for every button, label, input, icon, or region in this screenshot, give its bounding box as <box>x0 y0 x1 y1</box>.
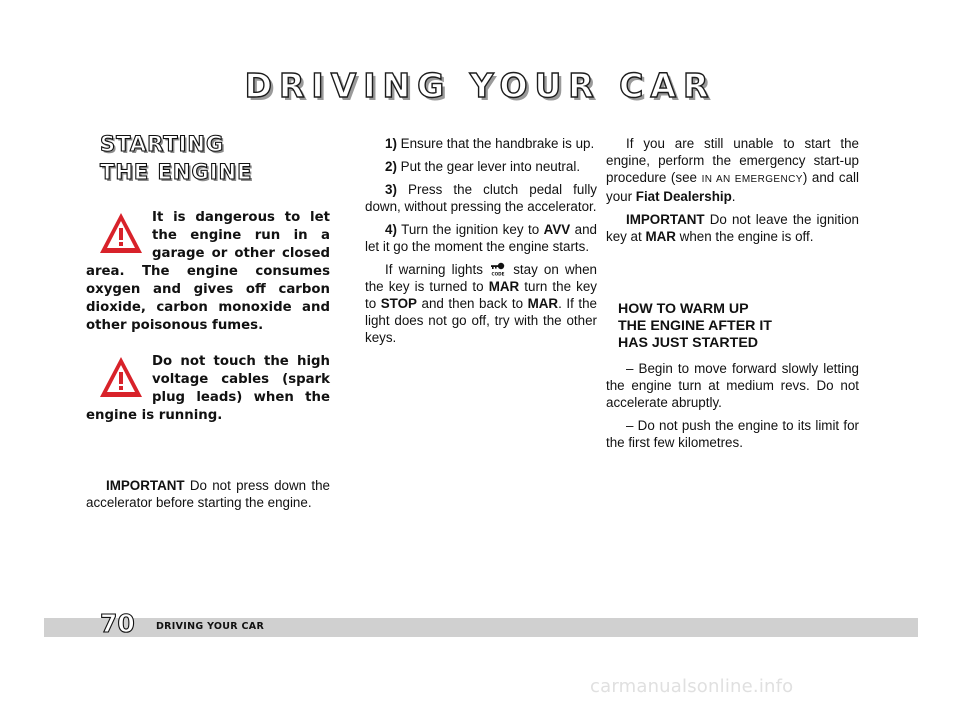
section-title-line-1: STARTING <box>100 132 225 156</box>
step-number: 3) <box>385 182 397 197</box>
section-title-line-2: THE ENGINE <box>100 160 253 184</box>
text-segment: If warning lights <box>385 262 490 277</box>
dealership-name: Fiat Dealership <box>635 189 732 204</box>
text-segment: ) and call your <box>606 170 859 204</box>
code-key-icon <box>489 262 507 276</box>
important-note-key <box>606 211 859 245</box>
emergency-paragraph <box>606 135 859 205</box>
step-text: Ensure that the handbrake is up. <box>396 136 595 151</box>
code-icon-label: CODE <box>491 271 505 276</box>
important-text: Do not press down the accelerator before starting the engine. <box>86 478 330 510</box>
watermark: carmanualsonline.info <box>590 676 794 697</box>
warmup-heading <box>618 301 859 352</box>
section-title <box>100 130 252 186</box>
footer-title: DRIVING YOUR CAR <box>156 621 265 632</box>
text-segment: . If the light does not go off, try with the other keys. <box>365 296 598 345</box>
key-position-stop: STOP <box>380 296 417 311</box>
important-label: IMPORTANT <box>106 478 185 493</box>
important-note-accelerator <box>86 477 330 517</box>
warmup-item-2: – Do not push the engine to its limit for the first few kilometres. <box>606 418 859 450</box>
warmup-heading-line-1: HOW TO WARM UP <box>618 301 749 317</box>
text-segment: . <box>731 189 736 204</box>
page-header: DRIVING YOUR CAR <box>244 66 716 105</box>
step-2 <box>365 158 597 175</box>
warning-lights-paragraph <box>365 261 597 346</box>
warning-text-cables: Do not touch the high voltage cables (spark plug leads) when the engine is running. <box>86 354 330 423</box>
warning-text-fumes: It is dangerous to let the engine run in a garage or other closed area. The engine consumes oxygen and gives off carbon dioxide, carbon monoxide and other poisonous fumes. <box>86 210 330 333</box>
text-segment: when the engine is off. <box>675 229 814 244</box>
cross-reference: IN AN EMERGENCY <box>701 174 803 185</box>
step-text: and let it go the moment the engine starts. <box>365 222 598 254</box>
warning-box-cables <box>86 353 330 425</box>
key-position-avv: AVV <box>543 222 571 237</box>
step-text: Press the clutch pedal fully down, without pressing the accelerator. <box>365 182 597 214</box>
step-text: Put the gear lever into neutral. <box>396 159 581 174</box>
step-1 <box>365 135 597 152</box>
text-segment: stay on when the key is turned to <box>365 262 597 294</box>
key-position-mar: MAR <box>645 229 676 244</box>
step-4 <box>365 221 597 255</box>
warmup-heading-line-2: THE ENGINE AFTER IT <box>618 318 772 334</box>
key-position-mar: MAR <box>527 296 559 311</box>
steps-column <box>365 135 597 352</box>
warning-triangle-icon <box>98 211 144 255</box>
text-segment: and then back to <box>416 296 528 311</box>
step-number: 4) <box>385 222 397 237</box>
warning-box-fumes <box>86 209 330 335</box>
step-number: 1) <box>385 136 397 151</box>
step-3 <box>365 181 597 215</box>
text-segment: If you are still unable to start the engine, perform the emergency start-up procedure (see <box>606 136 859 185</box>
page-number: 70 <box>100 609 135 638</box>
warning-triangle-icon <box>98 355 144 399</box>
key-position-mar: MAR <box>488 279 520 294</box>
emergency-column <box>606 135 859 457</box>
step-text: Turn the ignition key to <box>396 222 544 237</box>
text-segment: turn the key to <box>365 279 597 311</box>
warmup-heading-line-3: HAS JUST STARTED <box>618 335 759 351</box>
warmup-item-1: – Begin to move forward slowly letting the engine turn at medium revs. Do not accelerate abruptly. <box>606 361 859 410</box>
text-segment: Do not leave the ignition key at <box>606 212 859 244</box>
step-number: 2) <box>385 159 397 174</box>
important-label: IMPORTANT <box>626 212 705 227</box>
